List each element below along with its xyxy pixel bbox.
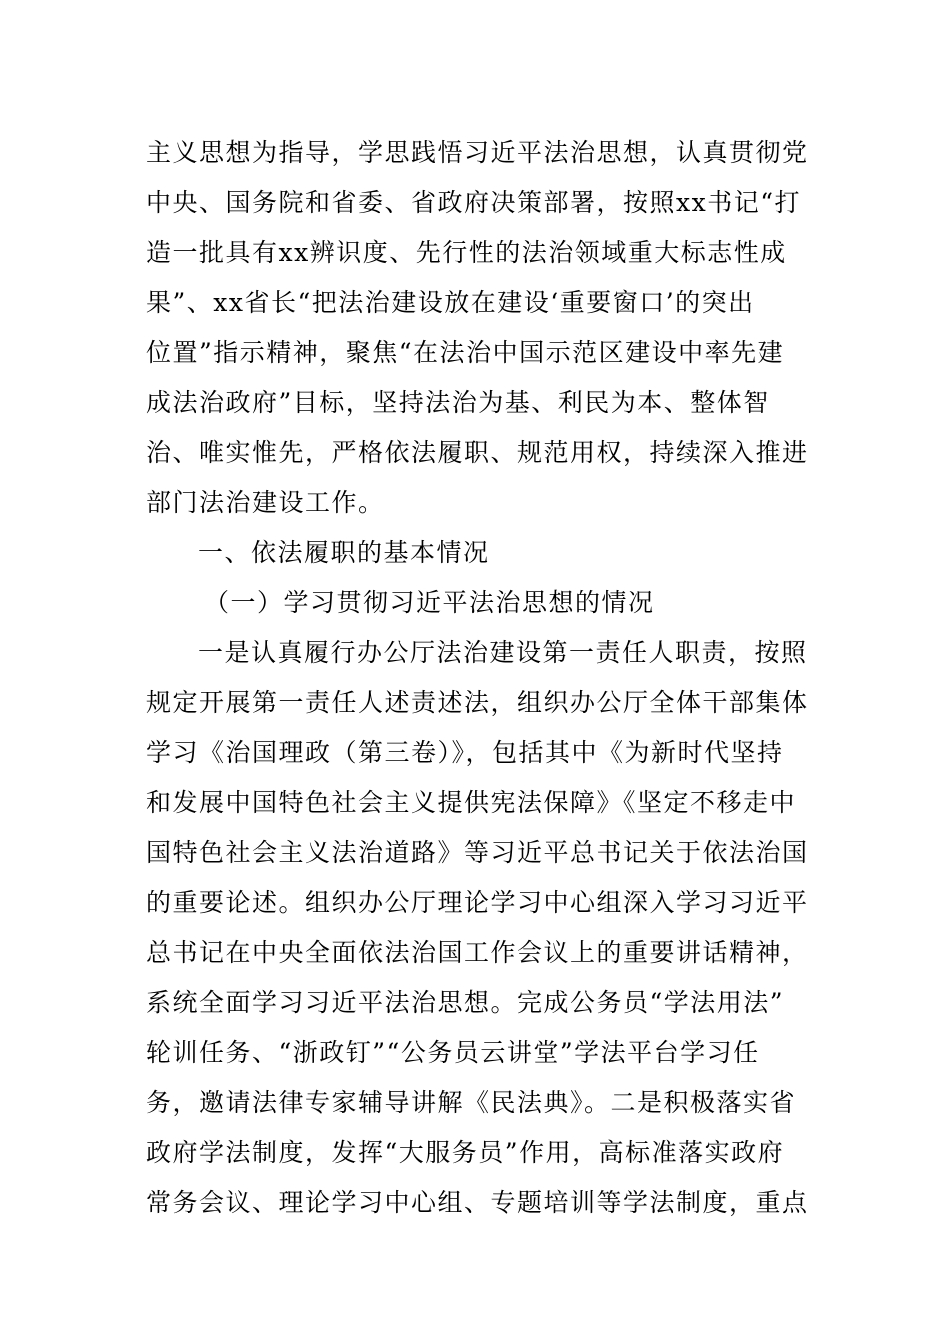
body-line: 学习《治国理政（第三卷）》，包括其中《为新时代坚持: [146, 738, 784, 767]
body-line: 规定开展第一责任人述责述法，组织办公厅全体干部集体: [146, 688, 809, 717]
body-line: 的重要论述。组织办公厅理论学习中心组深入学习习近平: [146, 888, 809, 917]
section-heading: 一、依法履职的基本情况: [198, 538, 490, 567]
body-line: 和发展中国特色社会主义提供宪法保障》《坚定不移走中: [146, 788, 797, 817]
body-line: 系统全面学习习近平法治思想。完成公务员“学法用法”: [146, 988, 785, 1017]
body-line: 位置”指示精神，聚焦“在法治中国示范区建设中率先建: [146, 338, 785, 367]
body-line: 一是认真履行办公厅法治建设第一责任人职责，按照: [198, 638, 808, 667]
body-line: 政府学法制度，发挥“大服务员”作用，高标准落实政府: [146, 1138, 785, 1167]
body-line: 主义思想为指导，学思践悟习近平法治思想，认真贯彻党: [146, 138, 809, 167]
body-line: 国特色社会主义法治道路》等习近平总书记关于依法治国: [146, 838, 809, 867]
subsection-heading: （一）学习贯彻习近平法治思想的情况: [204, 588, 655, 617]
body-line: 部门法治建设工作。: [146, 488, 385, 517]
body-line: 常务会议、理论学习中心组、专题培训等学法制度，重点: [146, 1188, 809, 1217]
body-line: 果”、xx省长“把法治建设放在建设‘重要窗口’的突出: [146, 288, 755, 317]
body-line: 成法治政府”目标，坚持法治为基、利民为本、整体智: [146, 388, 770, 417]
body-line: 治、唯实惟先，严格依法履职、规范用权，持续深入推进: [146, 438, 809, 467]
body-line: 造一批具有xx辨识度、先行性的法治领域重大标志性成: [146, 238, 787, 267]
body-line: 中央、国务院和省委、省政府决策部署，按照xx书记“打: [146, 188, 801, 217]
document-body: [146, 128, 809, 1228]
body-line: 总书记在中央全面依法治国工作会议上的重要讲话精神，: [146, 938, 809, 967]
body-line: 轮训任务、“浙政钉”“公务员云讲堂”学法平台学习任: [146, 1038, 760, 1067]
body-line: 务，邀请法律专家辅导讲解《民法典》。二是积极落实省: [146, 1088, 797, 1117]
